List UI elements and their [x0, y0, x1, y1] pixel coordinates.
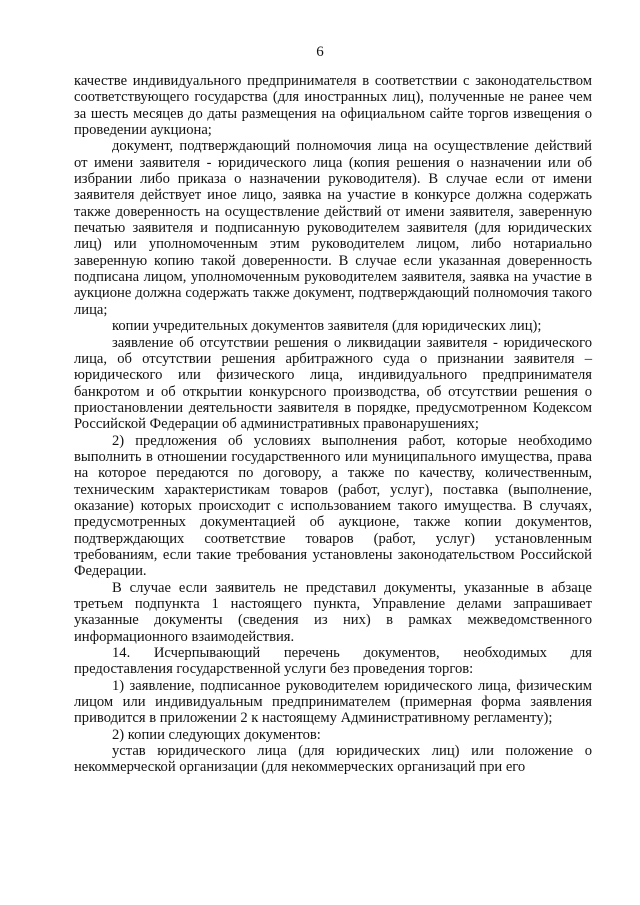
paragraph-application: 1) заявление, подписанное руководителем юридического лица, физическим лицом или индивидуальным предпринимателем (примерная форма заявления приводится в приложении 2 к настоящему Административному регламенту);: [74, 677, 592, 727]
paragraph-authority-document: документ, подтверждающий полномочия лица на осуществление действий от имени заявителя - юридического лица (копия решения о назначении или об избрании либо приказа о назначении руководителя). В случае если от имени заявителя действует иное лицо, заявка на участие в конкурсе должна содержать также доверенность на осуществление действий от имени заявителя, заверенную печатью заявителя и подписанную руководителем заявителя (для юридических лиц) или уполномоченным этим руководителем лицом, либо нотариально заверенную копию такой доверенности. В случае если указанная доверенность подписана лицом, уполномоченным руководителем заявителя, заявка на участие в аукционе должна содержать также документ, подтверждающий полномочия такого лица;: [74, 138, 592, 318]
paragraph-no-liquidation-statement: заявление об отсутствии решения о ликвидации заявителя - юридического лица, об отсутствии решения арбитражного суда о признании заявителя – юридического или физического лица, индивидуального предпринимателя банкротом и об открытии конкурсного производства, об отсутствии решения о приостановлении деятельности заявителя в порядке, предусмотренном Кодексом Российской Федерации об административных правонарушениях;: [74, 334, 592, 433]
paragraph-section-14: 14. Исчерпывающий перечень документов, необходимых для предоставления государственной услуги без проведения торгов:: [74, 645, 592, 678]
paragraph-document-copies: 2) копии следующих документов:: [112, 726, 321, 743]
paragraph-charter-copies: копии учредительных документов заявителя (для юридических лиц);: [112, 318, 542, 335]
paragraph-charter: устав юридического лица (для юридических лиц) или положение о некоммерческой организации (для некоммерческих организаций при его: [74, 743, 592, 776]
document-body: [74, 73, 592, 776]
paragraph-work-proposals: 2) предложения об условиях выполнения работ, которые необходимо выполнить в отношении государственного или муниципального имущества, права на которое передаются по договору, а также по качеству, количественным, техническим характеристикам товаров (работ, услуг), поставка (выполнение, оказание) которых происходит с использованием такого имущества. В случаях, предусмотренных документацией об аукционе, также копии документов, подтверждающих соответствие товаров (работ, услуг) установленным требованиям, если такие требования установлены законодательством Российской Федерации.: [74, 432, 592, 580]
paragraph-interagency-request: В случае если заявитель не представил документы, указанные в абзаце третьем подпункта 1 настоящего пункта, Управление делами запрашивает указанные документы (сведения из них) в рамках межведомственного информационного взаимодействия.: [74, 579, 592, 645]
paragraph-continuation: качестве индивидуального предпринимателя в соответствии с законодательством соответствующего государства (для иностранных лиц), полученные не ранее чем за шесть месяцев до даты размещения на официальном сайте торгов извещения о проведении аукциона;: [74, 73, 592, 139]
page-number: 6: [316, 44, 324, 60]
